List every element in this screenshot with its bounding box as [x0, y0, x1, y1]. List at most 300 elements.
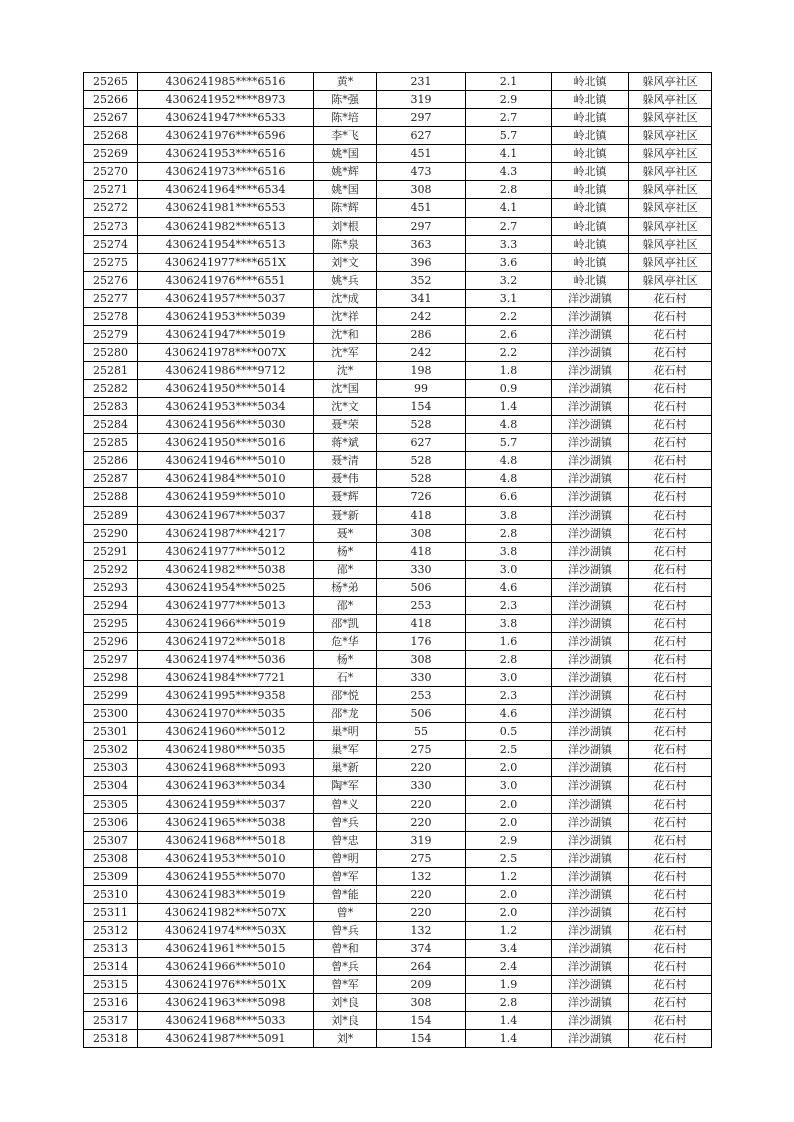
name-cell: 李*飞	[314, 127, 377, 145]
name-cell: 杨*	[314, 651, 377, 669]
amount-cell: 341	[377, 289, 466, 307]
town-cell: 洋沙湖镇	[552, 958, 629, 976]
town-cell: 洋沙湖镇	[552, 723, 629, 741]
area-cell: 2.0	[466, 759, 552, 777]
village-cell: 花石村	[629, 669, 712, 687]
serial-number-cell: 25298	[84, 669, 138, 687]
table-row	[84, 380, 712, 398]
serial-number-cell: 25274	[84, 235, 138, 253]
serial-number-cell: 25278	[84, 307, 138, 325]
id-number-cell: 4306241976****6551	[138, 271, 314, 289]
name-cell: 姚*国	[314, 145, 377, 163]
id-number-cell: 4306241977****5013	[138, 596, 314, 614]
amount-cell: 330	[377, 777, 466, 795]
area-cell: 3.1	[466, 289, 552, 307]
village-cell: 花石村	[629, 434, 712, 452]
id-number-cell: 4306241981****6553	[138, 199, 314, 217]
village-cell: 花石村	[629, 362, 712, 380]
area-cell: 2.8	[466, 524, 552, 542]
table-row	[84, 723, 712, 741]
village-cell: 躲风亭社区	[629, 253, 712, 271]
town-cell: 洋沙湖镇	[552, 651, 629, 669]
village-cell: 花石村	[629, 416, 712, 434]
amount-cell: 352	[377, 271, 466, 289]
id-number-cell: 4306241982****5038	[138, 560, 314, 578]
serial-number-cell: 25309	[84, 867, 138, 885]
town-cell: 洋沙湖镇	[552, 994, 629, 1012]
village-cell: 花石村	[629, 940, 712, 958]
id-number-cell: 4306241968****5033	[138, 1012, 314, 1030]
village-cell: 花石村	[629, 921, 712, 939]
town-cell: 洋沙湖镇	[552, 669, 629, 687]
name-cell: 曾*军	[314, 976, 377, 994]
data-table	[83, 72, 712, 1048]
village-cell: 花石村	[629, 506, 712, 524]
area-cell: 6.6	[466, 488, 552, 506]
id-number-cell: 4306241950****5014	[138, 380, 314, 398]
town-cell: 岭北镇	[552, 253, 629, 271]
name-cell: 曾*和	[314, 940, 377, 958]
table-row	[84, 1012, 712, 1030]
village-cell: 花石村	[629, 470, 712, 488]
name-cell: 聂*清	[314, 452, 377, 470]
serial-number-cell: 25291	[84, 542, 138, 560]
area-cell: 1.2	[466, 921, 552, 939]
serial-number-cell: 25273	[84, 217, 138, 235]
village-cell: 躲风亭社区	[629, 235, 712, 253]
table-row	[84, 542, 712, 560]
serial-number-cell: 25292	[84, 560, 138, 578]
serial-number-cell: 25304	[84, 777, 138, 795]
village-cell: 花石村	[629, 343, 712, 361]
town-cell: 洋沙湖镇	[552, 795, 629, 813]
serial-number-cell: 25313	[84, 940, 138, 958]
area-cell: 2.3	[466, 596, 552, 614]
area-cell: 0.9	[466, 380, 552, 398]
name-cell: 曾*忠	[314, 831, 377, 849]
id-number-cell: 4306241946****5010	[138, 452, 314, 470]
town-cell: 洋沙湖镇	[552, 524, 629, 542]
town-cell: 洋沙湖镇	[552, 632, 629, 650]
town-cell: 洋沙湖镇	[552, 307, 629, 325]
id-number-cell: 4306241972****5018	[138, 632, 314, 650]
name-cell: 姚*国	[314, 181, 377, 199]
name-cell: 姚*兵	[314, 271, 377, 289]
area-cell: 2.9	[466, 831, 552, 849]
id-number-cell: 4306241950****5016	[138, 434, 314, 452]
area-cell: 1.8	[466, 362, 552, 380]
area-cell: 2.0	[466, 795, 552, 813]
amount-cell: 506	[377, 578, 466, 596]
area-cell: 2.0	[466, 813, 552, 831]
amount-cell: 176	[377, 632, 466, 650]
id-number-cell: 4306241982****6513	[138, 217, 314, 235]
village-cell: 花石村	[629, 651, 712, 669]
table-row	[84, 524, 712, 542]
table-row	[84, 434, 712, 452]
table-row	[84, 325, 712, 343]
name-cell: 沈*文	[314, 398, 377, 416]
village-cell: 花石村	[629, 632, 712, 650]
name-cell: 曾*兵	[314, 958, 377, 976]
id-number-cell: 4306241953****5034	[138, 398, 314, 416]
amount-cell: 99	[377, 380, 466, 398]
area-cell: 2.7	[466, 109, 552, 127]
name-cell: 聂*伟	[314, 470, 377, 488]
amount-cell: 451	[377, 199, 466, 217]
area-cell: 3.3	[466, 235, 552, 253]
table-row	[84, 885, 712, 903]
amount-cell: 231	[377, 73, 466, 91]
name-cell: 杨*	[314, 542, 377, 560]
town-cell: 洋沙湖镇	[552, 542, 629, 560]
table-row	[84, 271, 712, 289]
area-cell: 4.1	[466, 145, 552, 163]
table-row	[84, 849, 712, 867]
table-row	[84, 289, 712, 307]
area-cell: 2.1	[466, 73, 552, 91]
village-cell: 花石村	[629, 596, 712, 614]
amount-cell: 528	[377, 470, 466, 488]
table-row	[84, 343, 712, 361]
id-number-cell: 4306241976****501X	[138, 976, 314, 994]
town-cell: 洋沙湖镇	[552, 380, 629, 398]
town-cell: 洋沙湖镇	[552, 434, 629, 452]
table-row	[84, 127, 712, 145]
table-row	[84, 145, 712, 163]
town-cell: 洋沙湖镇	[552, 506, 629, 524]
town-cell: 洋沙湖镇	[552, 325, 629, 343]
village-cell: 花石村	[629, 795, 712, 813]
town-cell: 洋沙湖镇	[552, 813, 629, 831]
amount-cell: 363	[377, 235, 466, 253]
table-row	[84, 669, 712, 687]
area-cell: 2.2	[466, 307, 552, 325]
name-cell: 邵*悦	[314, 687, 377, 705]
amount-cell: 308	[377, 651, 466, 669]
id-number-cell: 4306241973****6516	[138, 163, 314, 181]
table-row	[84, 596, 712, 614]
village-cell: 花石村	[629, 380, 712, 398]
village-cell: 花石村	[629, 1030, 712, 1048]
amount-cell: 627	[377, 127, 466, 145]
town-cell: 洋沙湖镇	[552, 759, 629, 777]
amount-cell: 220	[377, 795, 466, 813]
serial-number-cell: 25282	[84, 380, 138, 398]
town-cell: 岭北镇	[552, 217, 629, 235]
town-cell: 岭北镇	[552, 163, 629, 181]
table-body	[84, 73, 712, 1048]
serial-number-cell: 25277	[84, 289, 138, 307]
amount-cell: 154	[377, 398, 466, 416]
town-cell: 洋沙湖镇	[552, 343, 629, 361]
serial-number-cell: 25306	[84, 813, 138, 831]
area-cell: 4.8	[466, 416, 552, 434]
area-cell: 1.2	[466, 867, 552, 885]
id-number-cell: 4306241986****9712	[138, 362, 314, 380]
village-cell: 花石村	[629, 976, 712, 994]
table-row	[84, 109, 712, 127]
table-row	[84, 91, 712, 109]
serial-number-cell: 25308	[84, 849, 138, 867]
id-number-cell: 4306241964****6534	[138, 181, 314, 199]
town-cell: 洋沙湖镇	[552, 705, 629, 723]
amount-cell: 418	[377, 614, 466, 632]
amount-cell: 286	[377, 325, 466, 343]
id-number-cell: 4306241977****5012	[138, 542, 314, 560]
serial-number-cell: 25267	[84, 109, 138, 127]
id-number-cell: 4306241947****6533	[138, 109, 314, 127]
village-cell: 花石村	[629, 813, 712, 831]
serial-number-cell: 25289	[84, 506, 138, 524]
serial-number-cell: 25299	[84, 687, 138, 705]
town-cell: 洋沙湖镇	[552, 831, 629, 849]
village-cell: 躲风亭社区	[629, 217, 712, 235]
town-cell: 岭北镇	[552, 109, 629, 127]
amount-cell: 275	[377, 741, 466, 759]
village-cell: 花石村	[629, 307, 712, 325]
name-cell: 曾*义	[314, 795, 377, 813]
id-number-cell: 4306241959****5010	[138, 488, 314, 506]
amount-cell: 154	[377, 1030, 466, 1048]
name-cell: 沈*	[314, 362, 377, 380]
id-number-cell: 4306241959****5037	[138, 795, 314, 813]
area-cell: 2.8	[466, 994, 552, 1012]
table-row	[84, 759, 712, 777]
serial-number-cell: 25315	[84, 976, 138, 994]
table-row	[84, 235, 712, 253]
table-row	[84, 651, 712, 669]
town-cell: 洋沙湖镇	[552, 362, 629, 380]
serial-number-cell: 25270	[84, 163, 138, 181]
area-cell: 4.6	[466, 705, 552, 723]
serial-number-cell: 25307	[84, 831, 138, 849]
amount-cell: 528	[377, 452, 466, 470]
town-cell: 洋沙湖镇	[552, 470, 629, 488]
area-cell: 2.5	[466, 741, 552, 759]
name-cell: 刘*良	[314, 1012, 377, 1030]
name-cell: 巢*新	[314, 759, 377, 777]
table-row	[84, 578, 712, 596]
id-number-cell: 4306241953****5010	[138, 849, 314, 867]
area-cell: 2.3	[466, 687, 552, 705]
id-number-cell: 4306241977****651X	[138, 253, 314, 271]
name-cell: 巢*明	[314, 723, 377, 741]
village-cell: 花石村	[629, 741, 712, 759]
id-number-cell: 4306241955****5070	[138, 867, 314, 885]
area-cell: 1.4	[466, 398, 552, 416]
town-cell: 岭北镇	[552, 127, 629, 145]
serial-number-cell: 25268	[84, 127, 138, 145]
table-row	[84, 488, 712, 506]
serial-number-cell: 25302	[84, 741, 138, 759]
amount-cell: 319	[377, 91, 466, 109]
id-number-cell: 4306241968****5093	[138, 759, 314, 777]
name-cell: 蒋*斌	[314, 434, 377, 452]
serial-number-cell: 25301	[84, 723, 138, 741]
town-cell: 洋沙湖镇	[552, 777, 629, 795]
village-cell: 花石村	[629, 994, 712, 1012]
name-cell: 曾*兵	[314, 813, 377, 831]
id-number-cell: 4306241995****9358	[138, 687, 314, 705]
town-cell: 洋沙湖镇	[552, 578, 629, 596]
amount-cell: 418	[377, 542, 466, 560]
table-row	[84, 163, 712, 181]
village-cell: 躲风亭社区	[629, 199, 712, 217]
town-cell: 岭北镇	[552, 271, 629, 289]
area-cell: 2.9	[466, 91, 552, 109]
town-cell: 岭北镇	[552, 91, 629, 109]
town-cell: 洋沙湖镇	[552, 1030, 629, 1048]
serial-number-cell: 25271	[84, 181, 138, 199]
table-row	[84, 506, 712, 524]
serial-number-cell: 25283	[84, 398, 138, 416]
village-cell: 花石村	[629, 542, 712, 560]
town-cell: 洋沙湖镇	[552, 867, 629, 885]
id-number-cell: 4306241974****5036	[138, 651, 314, 669]
village-cell: 躲风亭社区	[629, 271, 712, 289]
town-cell: 洋沙湖镇	[552, 741, 629, 759]
name-cell: 刘*根	[314, 217, 377, 235]
id-number-cell: 4306241953****5039	[138, 307, 314, 325]
amount-cell: 319	[377, 831, 466, 849]
table-row	[84, 741, 712, 759]
town-cell: 岭北镇	[552, 235, 629, 253]
town-cell: 洋沙湖镇	[552, 1012, 629, 1030]
id-number-cell: 4306241947****5019	[138, 325, 314, 343]
amount-cell: 198	[377, 362, 466, 380]
table-row	[84, 921, 712, 939]
id-number-cell: 4306241987****5091	[138, 1030, 314, 1048]
village-cell: 躲风亭社区	[629, 73, 712, 91]
name-cell: 沈*军	[314, 343, 377, 361]
amount-cell: 220	[377, 813, 466, 831]
id-number-cell: 4306241953****6516	[138, 145, 314, 163]
table-row	[84, 398, 712, 416]
amount-cell: 242	[377, 343, 466, 361]
id-number-cell: 4306241984****7721	[138, 669, 314, 687]
area-cell: 2.6	[466, 325, 552, 343]
amount-cell: 308	[377, 994, 466, 1012]
village-cell: 花石村	[629, 885, 712, 903]
serial-number-cell: 25296	[84, 632, 138, 650]
name-cell: 曾*军	[314, 867, 377, 885]
table-row	[84, 217, 712, 235]
id-number-cell: 4306241974****503X	[138, 921, 314, 939]
name-cell: 黄*	[314, 73, 377, 91]
serial-number-cell: 25314	[84, 958, 138, 976]
table-row	[84, 632, 712, 650]
table-row	[84, 976, 712, 994]
serial-number-cell: 25300	[84, 705, 138, 723]
serial-number-cell: 25269	[84, 145, 138, 163]
amount-cell: 297	[377, 109, 466, 127]
amount-cell: 264	[377, 958, 466, 976]
area-cell: 3.8	[466, 542, 552, 560]
serial-number-cell: 25312	[84, 921, 138, 939]
id-number-cell: 4306241983****5019	[138, 885, 314, 903]
table-row	[84, 362, 712, 380]
village-cell: 躲风亭社区	[629, 145, 712, 163]
serial-number-cell: 25284	[84, 416, 138, 434]
table-row	[84, 470, 712, 488]
village-cell: 花石村	[629, 831, 712, 849]
id-number-cell: 4306241970****5035	[138, 705, 314, 723]
village-cell: 花石村	[629, 958, 712, 976]
name-cell: 刘*文	[314, 253, 377, 271]
name-cell: 石*	[314, 669, 377, 687]
table-row	[84, 994, 712, 1012]
serial-number-cell: 25305	[84, 795, 138, 813]
serial-number-cell: 25286	[84, 452, 138, 470]
area-cell: 4.8	[466, 470, 552, 488]
name-cell: 邵*	[314, 596, 377, 614]
id-number-cell: 4306241968****5018	[138, 831, 314, 849]
town-cell: 洋沙湖镇	[552, 488, 629, 506]
town-cell: 洋沙湖镇	[552, 903, 629, 921]
village-cell: 花石村	[629, 578, 712, 596]
name-cell: 陈*辉	[314, 199, 377, 217]
name-cell: 陈*强	[314, 91, 377, 109]
id-number-cell: 4306241954****6513	[138, 235, 314, 253]
amount-cell: 451	[377, 145, 466, 163]
table-row	[84, 940, 712, 958]
village-cell: 花石村	[629, 614, 712, 632]
amount-cell: 154	[377, 1012, 466, 1030]
id-number-cell: 4306241954****5025	[138, 578, 314, 596]
name-cell: 陈*泉	[314, 235, 377, 253]
amount-cell: 627	[377, 434, 466, 452]
area-cell: 2.0	[466, 885, 552, 903]
village-cell: 花石村	[629, 560, 712, 578]
village-cell: 花石村	[629, 289, 712, 307]
amount-cell: 209	[377, 976, 466, 994]
village-cell: 花石村	[629, 398, 712, 416]
name-cell: 沈*和	[314, 325, 377, 343]
table-row	[84, 253, 712, 271]
town-cell: 岭北镇	[552, 145, 629, 163]
serial-number-cell: 25288	[84, 488, 138, 506]
area-cell: 3.8	[466, 506, 552, 524]
amount-cell: 220	[377, 903, 466, 921]
amount-cell: 275	[377, 849, 466, 867]
village-cell: 花石村	[629, 903, 712, 921]
name-cell: 姚*辉	[314, 163, 377, 181]
area-cell: 2.8	[466, 651, 552, 669]
id-number-cell: 4306241967****5037	[138, 506, 314, 524]
serial-number-cell: 25280	[84, 343, 138, 361]
name-cell: 巢*军	[314, 741, 377, 759]
amount-cell: 242	[377, 307, 466, 325]
village-cell: 花石村	[629, 452, 712, 470]
id-number-cell: 4306241952****8973	[138, 91, 314, 109]
serial-number-cell: 25303	[84, 759, 138, 777]
area-cell: 2.8	[466, 181, 552, 199]
area-cell: 3.4	[466, 940, 552, 958]
name-cell: 陶*军	[314, 777, 377, 795]
table-row	[84, 614, 712, 632]
village-cell: 花石村	[629, 867, 712, 885]
id-number-cell: 4306241966****5010	[138, 958, 314, 976]
name-cell: 陈*培	[314, 109, 377, 127]
table-row	[84, 903, 712, 921]
table-row	[84, 705, 712, 723]
area-cell: 3.6	[466, 253, 552, 271]
serial-number-cell: 25290	[84, 524, 138, 542]
amount-cell: 396	[377, 253, 466, 271]
amount-cell: 374	[377, 940, 466, 958]
name-cell: 危*华	[314, 632, 377, 650]
